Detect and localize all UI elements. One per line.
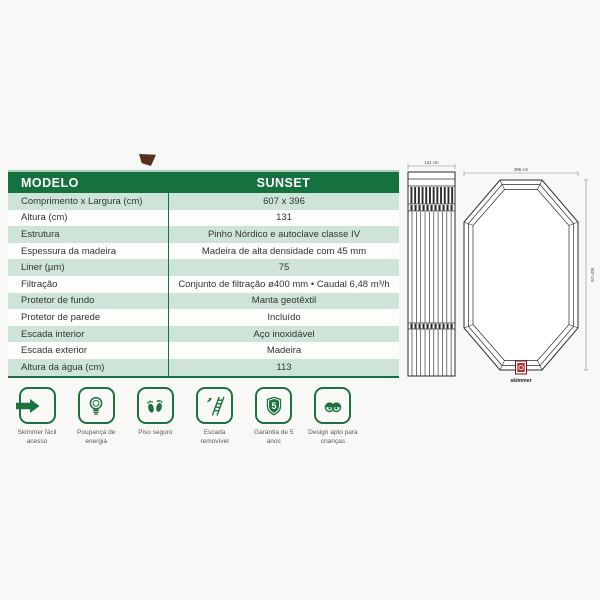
spec-row (8, 276, 399, 293)
removable-ladder-icon (196, 387, 233, 424)
spec-label: Altura da água (cm) (21, 361, 105, 373)
spec-row (8, 243, 399, 260)
skimmer-marker (516, 361, 527, 374)
svg-text:5: 5 (271, 400, 277, 411)
feature-energy-saving (68, 387, 124, 447)
spec-label: Protetor de parede (21, 311, 101, 323)
spec-label: Liner (µm) (21, 262, 65, 274)
feature-label: Poupança de energia (77, 429, 116, 445)
spec-label: Escada exterior (21, 345, 88, 357)
header-model-value: SUNSET (256, 175, 311, 190)
child-friendly-icon (314, 387, 351, 424)
spec-label: Altura (cm) (21, 212, 68, 224)
spec-label: Estrutura (21, 228, 60, 240)
spec-row (8, 326, 399, 343)
spec-label: Filtração (21, 278, 58, 290)
feature-removable-ladder (187, 387, 243, 447)
spec-value: Madeira de alta densidade com 45 mm (168, 243, 399, 260)
spec-value: Conjunto de filtração ø400 mm • Caudal 6,48 m³/h (168, 276, 399, 293)
spec-value: Manta geotêxtil (168, 293, 399, 310)
spec-row (8, 259, 399, 276)
spec-row (8, 210, 399, 227)
spec-value: Incluído (168, 309, 399, 326)
spec-value: 113 (168, 359, 399, 376)
spec-value: 607 x 396 (168, 193, 399, 210)
feature-child-friendly (305, 387, 361, 447)
feature-label: Design apto para crianças (308, 429, 358, 445)
spec-row (8, 342, 399, 359)
feature-label: Piso seguro (138, 429, 173, 436)
spec-label: Protetor de fundo (21, 295, 95, 307)
feature-label: Skimmer fácil acesso (17, 429, 57, 445)
spec-row (8, 193, 399, 210)
pool-length-dimension: 607 cm (590, 267, 595, 283)
spec-value: 131 (168, 210, 399, 227)
spec-row (8, 293, 399, 310)
feature-strip (9, 387, 361, 447)
spec-value: Pinho Nórdico e autoclave classe IV (168, 226, 399, 243)
spec-row (8, 226, 399, 243)
spec-row (8, 359, 399, 376)
safe-floor-icon (137, 387, 174, 424)
energy-saving-icon (78, 387, 115, 424)
skimmer-access-icon (19, 387, 56, 424)
spec-label: Comprimento x Largura (cm) (21, 195, 143, 207)
feature-label: Escada removível (200, 429, 229, 445)
feature-label: Garantia de 5 anos (254, 429, 294, 445)
skimmer-label: skimmer (510, 378, 532, 384)
spec-table-body (8, 193, 399, 376)
spec-value: Madeira (168, 342, 399, 359)
spec-label: Escada interior (21, 328, 85, 340)
spec-value: Aço inoxidável (168, 326, 399, 343)
spec-table (8, 170, 399, 378)
pool-width-dimension: 396 cm (513, 167, 529, 172)
panel-width-dimension: 131 cm (424, 160, 439, 165)
spec-row (8, 309, 399, 326)
spec-table-header (8, 170, 399, 193)
feature-skimmer-access (9, 387, 65, 447)
technical-drawing (400, 156, 600, 390)
spec-label: Espessura da madeira (21, 245, 117, 257)
feature-warranty (246, 387, 302, 447)
warranty-icon (255, 387, 292, 424)
brown-artifact-mark (139, 154, 156, 166)
feature-safe-floor (127, 387, 183, 447)
header-model-label: MODELO (21, 175, 79, 190)
spec-value: 75 (168, 259, 399, 276)
